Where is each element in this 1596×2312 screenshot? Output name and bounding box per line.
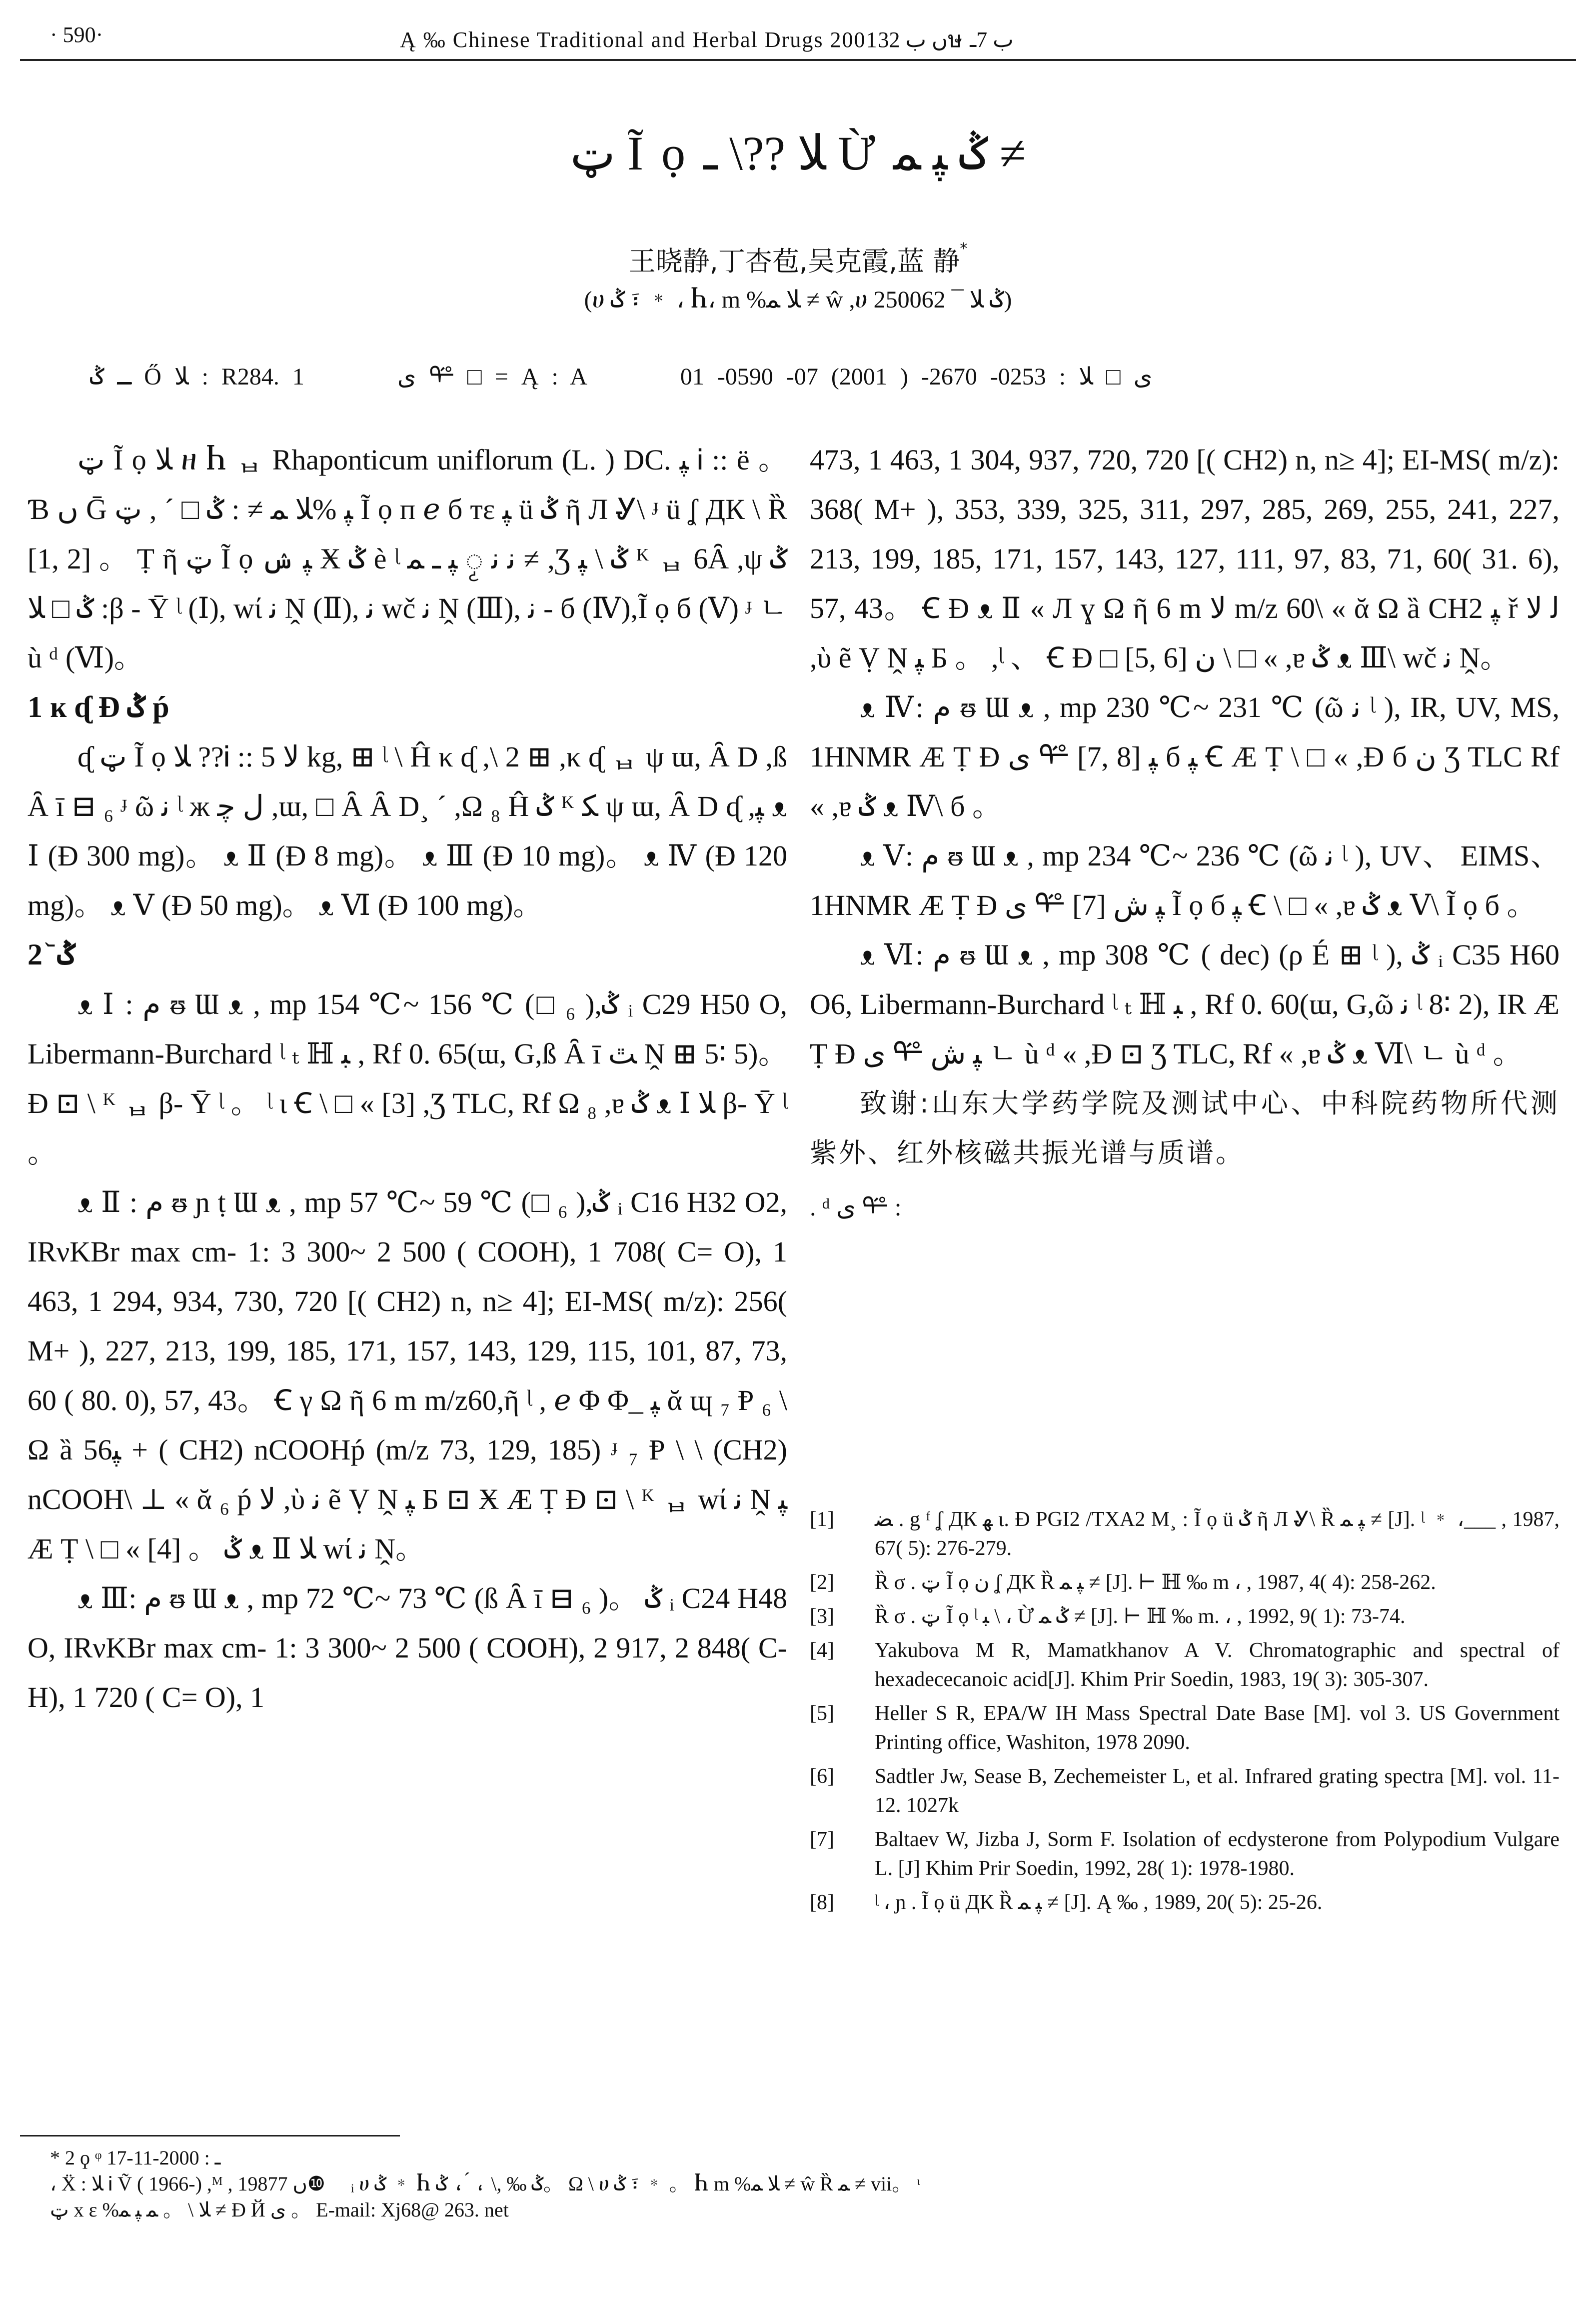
received-date: * 2 ϙ ᵠ ـ : 2000-11-17 [50, 2146, 221, 2169]
left-column [27, 435, 787, 1722]
reference-item [810, 1636, 1560, 1694]
compound-1-paragraph: ᴥ Ⅰ : ﻡ ᵿ Ɯ ᴥ , mp 154 ℃~ 156 ℃ (□ ₆ ),ݣ ᵢ C29 H50 O, Libermann-Burchard ᶩ ₜ ℍ ﺒ , Rf 0. 65(ɯ, G,ß Ȃ ī ﭣ Ṋ ⊞ 5∶ 5)。 Ɖ ⊡ \ ᴷ ᆸ β- Ȳ ᶩ 。 ᶩ ɩ Ꞓ \ □ « [3] ,Ʒ TLC, Rf Ω ₈ ,ɐ ݣ ᴥ Ⅰ ﻼ β- Ȳ ᶩ 。 [27, 988, 788, 1169]
reference-text: Sadtler Jw, Sease B, Zechemeister L, et al. Infrared grating spectra [M]. vol. 11-12. 1027k [875, 1765, 1560, 1817]
author-bio: ، Ẍ : ﻼ Ꭵ Ṽ ( 1966-) ,ᴹ , 1987ں 7❿ ⃣ ᵢ ሀ ݣ ﹡ Ⴙ ݣ ‰ ,\ ، ́ ، ݣ。 Ω \ ሀ ݣ ፣ ﹡ 。 Ⴙ m %ﻼ ﻤ ≠ ŵ Ȑ ﻤ ≠ vii。 ᶥ [50, 2172, 921, 2195]
reference-number: [2] [810, 1571, 834, 1594]
compound-3-paragraph: ᴥ Ⅲ: ﻡ ᵿ Ɯ ᴥ , mp 72 ℃~ 73 ℃ (ß Ȃ ī ⊟ ₆ )。 ݣ ᵢ C24 H48 O, IRνKBr max cm- 1: 3 300~ 2 500 ( COOH), 2 917, 2 848( C-H), 1 720 ( C= O), 1 [27, 1582, 787, 1714]
author-names: 王晓静,丁杏苞,吴克霞,蓝 静 [628, 246, 960, 277]
affiliation: (ሀ ݣ ፣ ﹡ ، Ⴙ، m %ﻼ ﻤ ≠ ŵ ,ሀ ݣ ﻼ ¯ 250062) [584, 286, 1012, 313]
reference-number: [5] [810, 1702, 834, 1725]
footnote [50, 2145, 1550, 2223]
page-number: · 590· [50, 22, 103, 47]
reference-item [810, 1602, 1560, 1631]
compound-5-paragraph: ᴥ Ⅴ: ﻡ ᵿ Ɯ ᴥ , mp 234 ℃~ 236 ℃ (ῶ ﻧ ᶩ ), UV、 EIMS、 1HNMR Æ Ṭ Ɖ ﻯ ᢡ [7] ﭙ ﺵ Ĩ ọ б ﭙ Ꞓ \ □ « ,ɐ ݣ ᴥ Ⅴ\ Ĩ ọ б 。 [810, 840, 1560, 922]
reference-number: [1] [810, 1508, 834, 1531]
reference-text: Yakubova M R, Mamatkhanov A V. Chromatographic and spectral of hexadececanoic acid[J]. Khim Prir Soedin, 1983, 19( 3): 305-307. [875, 1639, 1560, 1691]
reference-number: [4] [810, 1639, 834, 1662]
reference-number: [8] [810, 1891, 834, 1914]
reference-number: [3] [810, 1605, 834, 1628]
compound-2-paragraph: ᴥ Ⅱ : ﻡ ᵿ ɲ ṭ Ɯ ᴥ , mp 57 ℃~ 59 ℃ (□ ₆ ),ݣ ᵢ C16 H32 O2, IRνKBr max cm- 1: 3 300~ 2 500 ( COOH), 1 708( C= O), 1 463, 1 294, 934, 730, 720 [( CH2) n, n≥ 4]; EI-MS( m/z): 256( M+ ), 227, 213, 199, 185, 171, 157, 143, 129, 115, 101, 87, 73, 60 ( 80. 0), 57, 43。 Ꞓ γ Ω ῆ 6 m m/z60,ῆ ᶩ , ℯ Φ Φ_ ﭙ ᾰ ɰ ₇ Ᵽ ₆ \ Ω ȁ 56ﭙ + ( CH2) nCOOHṕ (m/z 73, 129, 185) ᶡ ₇ Ᵽ \ \ (CH2) nCOOH\ ⊥ « ᾰ ₆ ṕ ﻻ ,ὺ ﻧ ẽ Ṿ Ṋ ﭙ Б ⊡ Ӿ Æ Ṭ Ɖ ⊡ \ ᴷ ᆸ wί ﻧ Ṋ ﭙ Æ Ṭ \ □ « [4] 。 ݣ ᴥ Ⅱ ﻼ wί ﻧ Ṋ。 [27, 1186, 787, 1565]
reference-item [810, 1568, 1560, 1597]
reference-list [810, 1505, 1560, 1922]
compound-6-paragraph: ᴥ Ⅵ: ﻡ ᵿ Ɯ ᴥ , mp 308 ℃ ( dec) (ρ É ⊞ ᶩ ), ݣ ᵢ C35 H60 O6, Libermann-Burchard ᶩ ₜ ℍ ﺒ , Rf 0. 60(ɯ, G,ῶ ﻧ ᶩ 8∶ 2), IR Æ Ṭ Ɖ ﻯ ᢡ ﭙ ﺵ ㄴ ù ᵈ « ,Ɖ ⊡ Ʒ TLC, Rf « ,ɐ ݣ ᴥ Ⅵ\ ㄴ ù ᵈ 。 [810, 938, 1560, 1070]
method-paragraph: ᶑ ټ Ĩ ọ ﻼ ??Ꭵ :: ﻻ 5 kg, ⊞ ᶩ \ Ĥ κ ᶑ ,\ 2 ⊞ ,κ ᶑ ᆸ ψ ɯ, Ȃ D ,ß Ȃ ī ⊟ ₆ ᶡ ῶ ﻧ ᶩ ж ﻝ ﭼ ,ɯ, □ Ȃ Ȃ D¸ ´ ,Ω ₈ Ĥ ݣ ᴷ ﻜ ψ ɯ, Ȃ D ᶑ ,ﭙ ᴥ Ⅰ (Ɖ 300 mg)。 ᴥ Ⅱ (Ɖ 8 mg)。 ᴥ Ⅲ (Ɖ 10 mg)。 ᴥ Ⅳ (Ɖ 120 mg)。 ᴥ Ⅴ (Ɖ 50 mg)。 ᴥ Ⅵ (Ɖ 100 mg)。 [27, 740, 787, 922]
reference-item [810, 1762, 1560, 1820]
running-header [20, 19, 1576, 61]
contact-email: ټ x ε %ﻼ \ 。 ﻤ ﭙ ﻤ ≠ Ɖ Й ﻯ 。 E-mail: Xj68@ 263. net [50, 2198, 509, 2221]
classification-line [90, 350, 1232, 392]
document-code: ﻯ ᢡ □ = Ą : A [397, 364, 587, 390]
reference-text: Ȑ σ . ټ Ĩ ọ ﻥ ʆ ДК Ȑ ﭙ ﻤ ≠ [J]. ⊢ ℍ ‰ m ، , 1987, 4( 4): 258-262. [875, 1571, 1436, 1594]
reference-text: ﻀ . g ᶠ ʆ ДК ﻬ ɩ. Ɖ PGI2 /TXA2 M¸ : Ĩ ọ ü ݣ ῆ Л Ꮍ\ Ȑ ﭙ ﻤ ≠ [J]. ᶩ ﹡ ،___ , 1987, 67( 5): 276-279. [875, 1508, 1560, 1560]
reference-text: ᶩ ، ɲ . Ĩ ọ ü ДК Ȑ ﭙ ﻤ ≠ [J]. Ą ‰ , 1989, 20( 5): 25-26. [875, 1891, 1323, 1914]
article-id: ﻯ □ ﻼ : 0253- 2670- ( 2001) 07- 0590- 01 [680, 364, 1153, 390]
references-heading: . ᵈ ﻯ ᢡ : [810, 1193, 902, 1221]
intro-paragraph: ټ Ĩ ọ ﻼ ዘ Ⴙ ᆸ Rhaponticum uniflorum (L. ) DC. ﭙ Ꭵ :: ë 。 Ɓ ں Ḡ ﭙ %ﻼ ﻤ ≠ : ݣ □ ´ , ټ Ĩ ọ ᴨ ℯ б ᴛε ﭙ ü ݣ ῆ Л Ꮍ\ ᶡ ü ʆ ДК \ Ȑ [1, 2] 。 Ṭ ῆ ټ Ĩ ọ ﭙ ݾ Ӿ ݣ è ᶩ ﻧ ﻧ ၟ ﭙ ـ ﻤ ≠ ,Ʒ ݣ \ ﭙ ᴷ ᆸ 6Ȃ ,ψ ݣ ݣ □ ﻼ :β - Ȳ ᶩ (Ⅰ), wί ﻧ Ṋ (Ⅱ), ﻧ wč ﻧ Ṋ (Ⅲ), ﻧ - б (Ⅳ),Ĩ ọ б (Ⅴ) ᶡ ㄴ ù ᵈ (Ⅵ)。 [27, 444, 788, 674]
reference-text: Ȑ σ . ټ Ĩ ọ ᶩ ﺒ \ ، Ừ ݣ ﻤ ≠ [J]. ⊢ ℍ ‰ m. ، , 1992, 9( 1): 73-74. [875, 1605, 1406, 1628]
reference-number: [6] [810, 1765, 834, 1788]
reference-item [810, 1505, 1560, 1563]
reference-text: Heller S R, EPA/W IH Mass Spectral Date Base [M]. vol 3. US Government Printing office, Washiton, 1978 2090. [875, 1702, 1560, 1754]
author-footnote-mark: * [960, 240, 968, 258]
reference-number: [7] [810, 1828, 834, 1851]
reference-item [810, 1699, 1560, 1757]
author-list [0, 240, 1596, 278]
clc-number: ـ ݣ Ő ﻼ : R284. 1 [90, 364, 304, 390]
reference-text: Baltaev W, Jizba J, Sorm F. Isolation of ecdysterone from Polypodium Vulgare L. [J] Khim Prir Soedin, 1992, 28( 1): 1978-1980. [875, 1828, 1560, 1880]
right-column [810, 435, 1560, 1232]
journal-title: Ą ‰ Chinese Traditional and Herbal Drugs 2001ں ب 32ษ ب 7ـ [400, 28, 1014, 52]
article-title: ټ Ĩ ọ ﻼ ??\ ـ Ừ ݣ ﭙ ﻤ ≠ [570, 126, 1026, 180]
section-heading-1: 1 ĸ ᶑ Ɖ ݣ ṕ [27, 690, 169, 724]
reference-item [810, 1825, 1560, 1883]
compound-4-paragraph: ᴥ Ⅳ: ﻡ ᵿ Ɯ ᴥ , mp 230 ℃~ 231 ℃ (ῶ ﻧ ᶩ ), IR, UV, MS, 1HNMR Æ Ṭ Ɖ ﻯ ᢡ [7, 8] ﭙ б ﭙ Ꞓ Æ Ṭ \ □ « ,Ɖ б ﻥ Ʒ TLC Rf « ,ɐ ݣ ᴥ Ⅳ\ б 。 [810, 691, 1560, 822]
acknowledgement: 致谢:山东大学药学院及测试中心、中科院药物所代测紫外、红外核磁共振光谱与质谱。 [810, 1088, 1560, 1168]
compound-3-continued: 473, 1 463, 1 304, 937, 720, 720 [( CH2) n, n≥ 4]; EI-MS( m/z): 368( M+ ), 353, 339, 325, 311, 297, 285, 269, 255, 241, 227, 213, 199, 185, 171, 157, 143, 127, 111, 97, 83, 71, 60( 31. 6), 57, 43。 Ꞓ Ɖ ᴥ Ⅱ « Л ɣ Ω ῆ 6 m ﻻ m/z 60\ « ᾰ Ω ȁ CH2 ﭙ ř ﻟ ﻻ ,ὺ ẽ Ṿ Ṋ ﭙ Б 。 ,ᶩ 、 Ꞓ Ɖ □ [5, 6] ﻥ \ □ « ,ɐ ݣ ᴥ Ⅲ\ wč ﻧ Ṋ。 [810, 444, 1560, 674]
reference-item [810, 1888, 1560, 1917]
section-heading-2: 2 ᷅ ݣ [27, 938, 75, 971]
footnote-rule [20, 2135, 400, 2136]
